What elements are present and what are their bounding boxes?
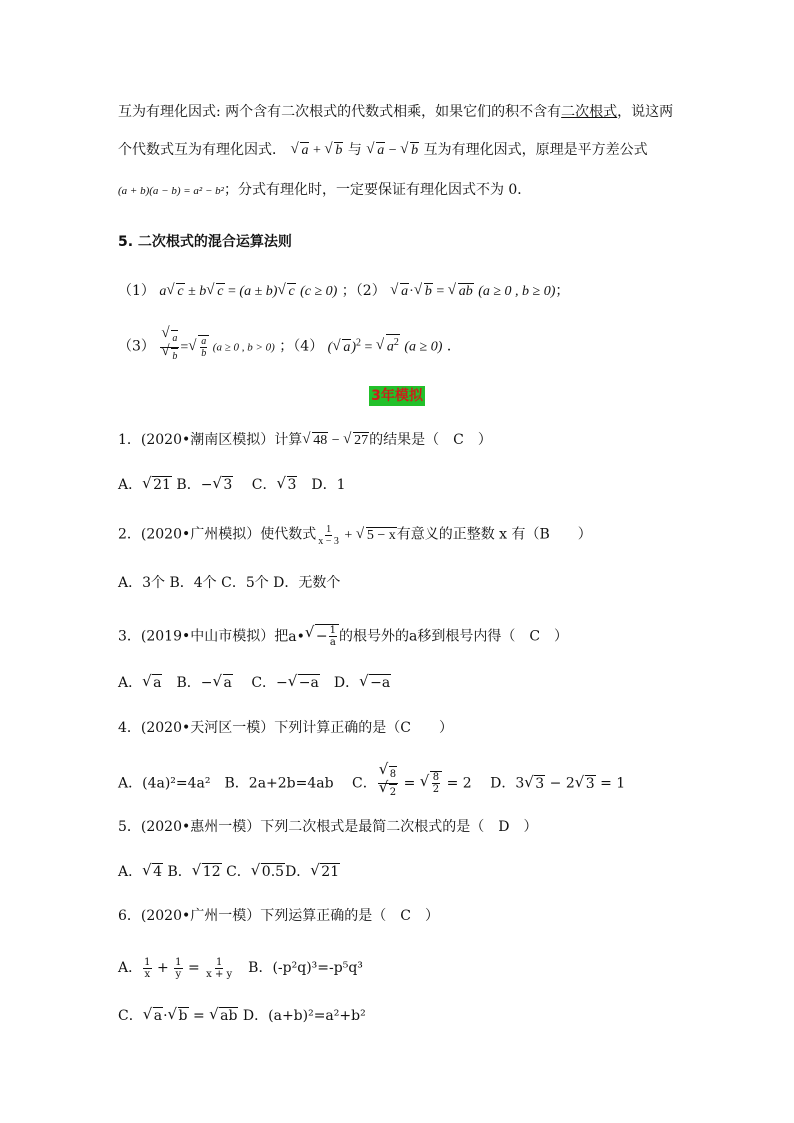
question-text: 的根号外的a移到根号内得（ C ） — [338, 628, 569, 645]
rule-label: ；（4） — [279, 338, 324, 355]
rule-label: （3） — [118, 338, 155, 355]
option-label: = 2 — [442, 775, 472, 792]
question-text: 2．(2020•广州模拟）使代数式 — [118, 526, 317, 543]
intro-text: 个代数式互为有理化因式． — [118, 142, 286, 158]
option-label: B． — [163, 864, 192, 880]
question-4-stem: 4．(2020•天河区一模）下列计算正确的是（C ） — [118, 720, 453, 736]
question-text: 有意义的正整数 x 有（B ） — [396, 526, 592, 543]
question-2-stem — [118, 524, 592, 547]
option-label: A． — [118, 477, 143, 493]
rules-line-2 — [118, 330, 461, 365]
rule-condition: (a ≥ 0 , b > 0) — [212, 341, 275, 354]
question-4-options: A．(4a)²=4a² B．2a+2b=4ab C． √ 8 √ 2 = √ $\frac{8}{2}$ = 2 D．3√ 3 − 2√ 3 = 1 — [118, 766, 625, 801]
option-label: D．1 — [297, 477, 346, 493]
intro-text: 互为有理化因式: 两个含有二次根式的代数式相乘，如果它们的积不含有 — [118, 104, 562, 120]
question-1-stem — [118, 430, 492, 451]
rule-condition: (a ≥ 0) — [404, 339, 443, 355]
section-heading: 5. 二次根式的混合运算法则 — [118, 234, 292, 250]
badge-container — [0, 385, 794, 406]
option-label: − 2 — [545, 775, 575, 792]
rule-label: ；（2） — [341, 283, 386, 299]
punctuation: ． — [446, 338, 461, 355]
q3-expression: a•√ − $\frac{1}{a}$ — [288, 629, 339, 645]
option-label: D． — [285, 864, 311, 880]
sqrt-a-minus-sqrt-b: √ a − √ b — [366, 143, 419, 158]
difference-of-squares-formula: (a + b)(a − b) = a² − b² — [118, 185, 224, 197]
rule-1-formula: a√ c ± b√ c = (a ± b)√ c — [159, 284, 295, 299]
rule-4-formula: (√ a)$^2$ = √ $a^2$ — [328, 340, 400, 355]
option-label: = 1 — [595, 775, 626, 792]
underlined-term: 二次根式 — [561, 104, 618, 120]
question-2-options: A．3个 B．4个 C．5个 D．无数个 — [118, 575, 341, 591]
question-3-stem — [118, 624, 568, 648]
question-text: 的结果是（ C ） — [369, 432, 492, 448]
option-label: B．− — [171, 477, 213, 493]
option-label: A． — [118, 960, 143, 976]
question-1-options: A．√ 21 B．−√ 3 C．√ 3 D．1 — [118, 475, 346, 495]
option-label: D．3 — [471, 775, 525, 792]
option-label: A． — [118, 864, 143, 880]
question-5-options: A．√ 4 B．√ 12 C．√ 0.5D．√ 21 — [118, 862, 340, 882]
option-label: C． — [118, 1008, 143, 1024]
rules-line-1 — [118, 281, 569, 302]
intro-text: 与 — [347, 142, 362, 158]
option-label: B．− — [162, 675, 213, 691]
option-label: A． — [118, 675, 143, 691]
rule-2-formula: √ a·√ b = √ ab — [390, 284, 474, 299]
question-5-stem: 5．(2020•惠州一模）下列二次根式是最简二次根式的是（ D ） — [118, 819, 538, 835]
intro-line-1 — [118, 102, 673, 122]
option-label: A．(4a)²=4a² B．2a+2b=4ab C． — [118, 775, 377, 792]
option-label: C．− — [232, 675, 288, 691]
question-3-options: A．√ a B．−√ a C．−√ −a D．√ −a — [118, 673, 391, 693]
rule-3-formula: √ a √ b = √ $\frac{a}{b}$ — [159, 340, 212, 355]
intro-line-2 — [118, 140, 648, 161]
rule-condition: (c ≥ 0) — [300, 284, 338, 299]
q1-expression: √ 48 − √ 27 — [302, 433, 369, 448]
sqrt-a-plus-sqrt-b: √ a + √ b — [290, 143, 343, 158]
option-label: C． — [233, 477, 277, 493]
rule-condition: (a ≥ 0 , b ≥ 0) — [478, 284, 556, 299]
question-text: 3．(2019•中山市模拟）把 — [118, 628, 289, 645]
question-6-options-ab: A． $\frac{1}{x}$ + $\frac{1}{y}$ = $\frac{1}{x + y}$ B．(-p²q)³=-p⁵q³ — [118, 956, 363, 980]
option-label: B．(-p²q)³=-p⁵q³ — [234, 960, 363, 976]
option-label: D． — [319, 675, 360, 691]
rule-label: （1） — [118, 283, 155, 299]
intro-text: ；分式有理化时，一定要保证有理化因式不为 0． — [223, 182, 532, 198]
intro-line-3 — [118, 180, 531, 201]
question-6-options-cd: C．√ a·√ b = √ ab D．(a+b)²=a²+b² — [118, 1006, 366, 1026]
punctuation: ； — [555, 283, 570, 299]
section-badge: 3年模拟 — [371, 388, 423, 404]
option-label: D．(a+b)²=a²+b² — [242, 1008, 366, 1024]
q2-expression: $\frac{1}{x - 3}$ + √ 5 − x — [316, 528, 396, 543]
intro-text: ，说这两 — [617, 104, 674, 120]
question-6-stem: 6．(2020•广州一模）下列运算正确的是（ C ） — [118, 908, 439, 924]
intro-text: 互为有理化因式，原理是平方差公式 — [423, 142, 648, 158]
option-label: C． — [221, 864, 251, 880]
question-text: 1．(2020•潮南区模拟）计算 — [118, 432, 303, 448]
